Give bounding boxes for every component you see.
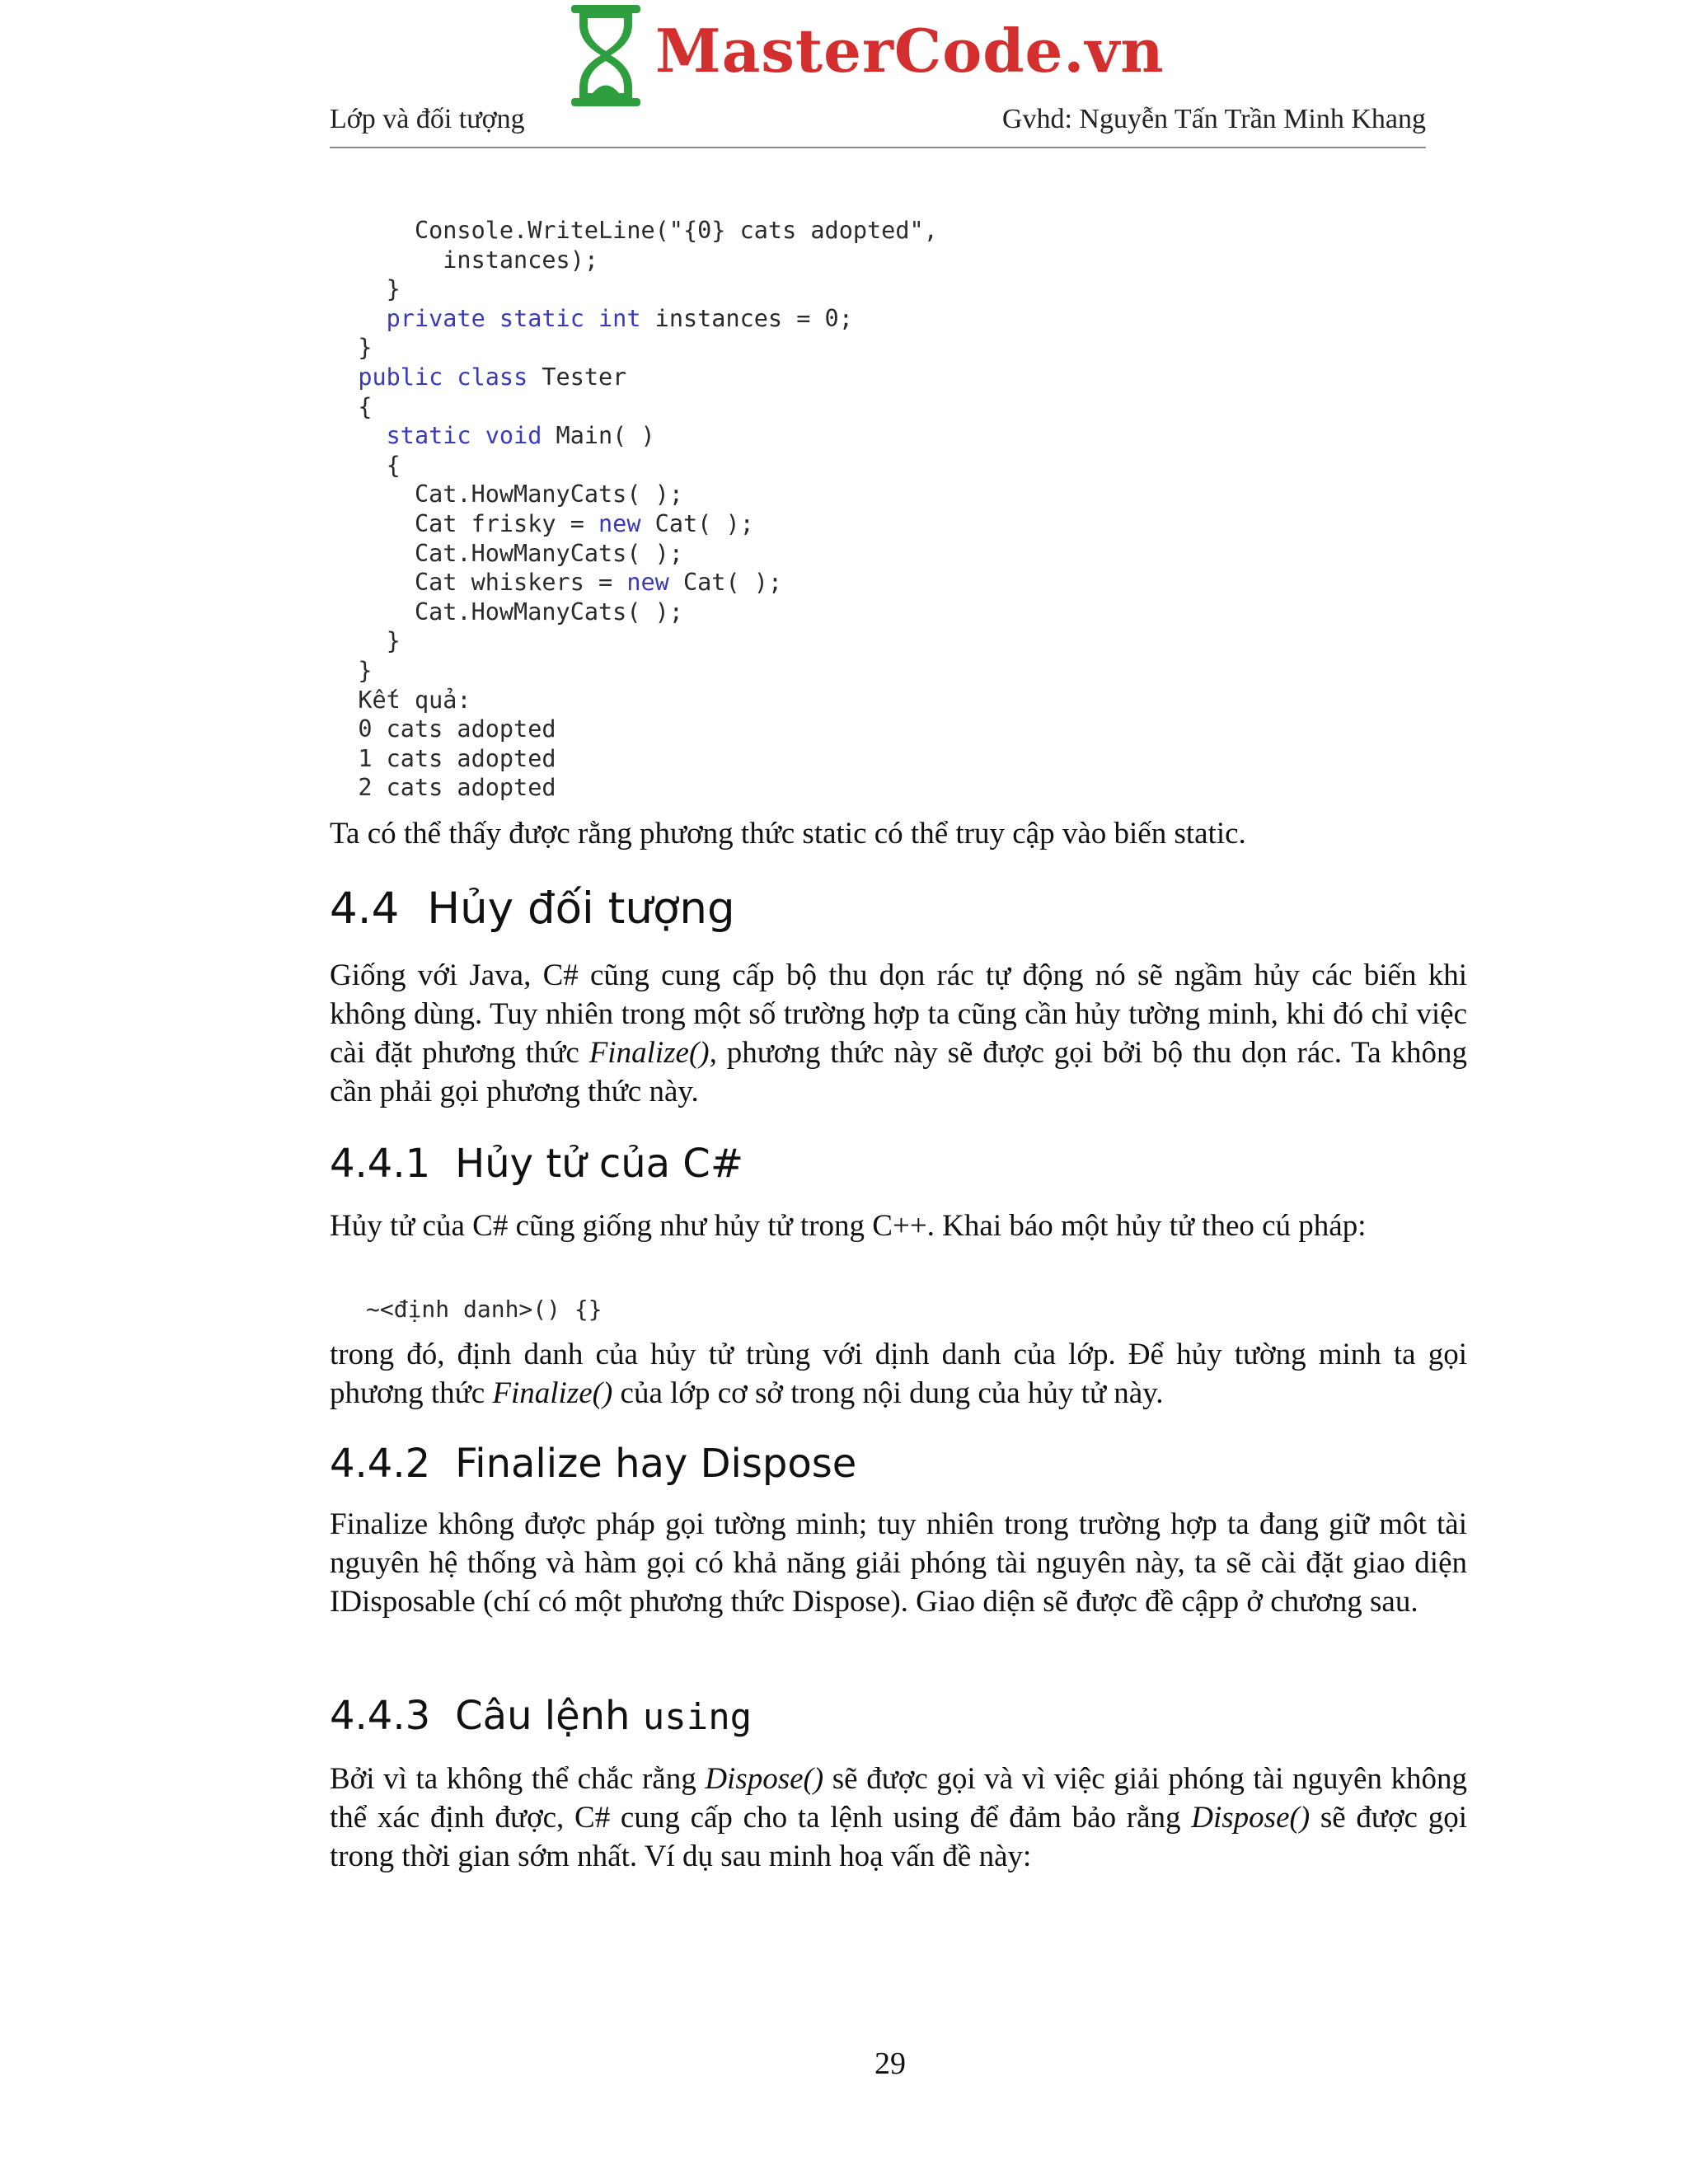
code-line (330, 687, 471, 714)
code-text (330, 363, 358, 391)
code-text (330, 305, 387, 332)
section-title: Câu lệnh (455, 1693, 643, 1739)
code-keyword: static void (386, 422, 542, 450)
header-divider (330, 147, 1426, 148)
code-keyword: new (626, 569, 669, 597)
code-text: { (330, 451, 401, 479)
section-number: 4.4.3 (330, 1693, 431, 1739)
section-heading-4-4-3 (330, 1693, 752, 1739)
code-text: Cat frisky = (330, 509, 599, 537)
code-line (330, 334, 372, 361)
code-text: Cat whiskers = (330, 569, 627, 597)
code-line (330, 246, 598, 274)
code-text: Cat( ); (640, 509, 754, 537)
paragraph-4-4-1b (330, 1335, 1467, 1413)
code-text: { (330, 392, 373, 420)
text-run: sẽ được gọi và vì việc giải phóng tài nguyên không thể xác định được, C# cung cấp cho ta lệnh using để đảm bảo rằng (330, 1762, 1467, 1835)
code-line (330, 715, 556, 743)
paragraph-4-4-3 (330, 1760, 1467, 1876)
code-text: Cat( ); (668, 569, 783, 597)
code-text: instances = 0; (640, 304, 853, 332)
code-line (330, 480, 683, 508)
section-title: Hủy tử của C# (455, 1141, 744, 1187)
section-heading-4-4 (330, 883, 735, 934)
code-line (330, 598, 683, 626)
code-line (330, 657, 372, 684)
section-number: 4.4 (330, 883, 400, 934)
code-line (330, 422, 655, 449)
text-run: Giống với Java, C# cũng cung cấp bộ thu dọn rác tự động nó sẽ ngầm hủy các biến khi không dùng. Tuy nhiên trong một số trường hợp ta cũng cần hủy tường minh, khi đó chỉ việc cài đặt phương thức (330, 958, 1467, 1070)
text-run: Bởi vì ta không thể chắc rằng (330, 1762, 706, 1796)
header-chapter-title: Lớp và đối tượng (330, 104, 525, 134)
code-text: instances); (330, 246, 599, 274)
paragraph-4-4 (330, 956, 1467, 1111)
code-text: 0 cats adopted (330, 715, 556, 743)
section-number: 4.4.1 (330, 1141, 431, 1187)
code-line (330, 305, 853, 332)
section-heading-4-4-1 (330, 1141, 743, 1187)
code-line (330, 363, 626, 391)
code-line (330, 540, 683, 567)
code-listing (330, 216, 938, 803)
text-run: sẽ được gọi trong thời gian sớm nhất. Ví dụ sau minh hoạ vấn đề này: (330, 1801, 1467, 1873)
section-title-code: using (642, 1696, 753, 1738)
code-text: Cat.HowManyCats( ); (330, 598, 683, 626)
text-run: trong đó, định danh của hủy tử trùng với dịnh danh của lớp. Để hủy tường minh ta gọi phương thức (330, 1338, 1467, 1410)
hourglass-icon (565, 0, 647, 111)
section-number: 4.4.2 (330, 1441, 431, 1487)
code-keyword: public class (358, 363, 528, 391)
code-line (330, 217, 938, 244)
section-title: Finalize hay Dispose (455, 1441, 857, 1487)
code-line (330, 510, 754, 537)
code-keyword: new (598, 509, 641, 537)
text-run: phương thức này sẽ được gọi bởi bộ thu dọn rác. Ta không cần phải gọi phương thức này. (330, 1036, 1467, 1108)
emphasis-text: Dispose() (705, 1762, 824, 1796)
code-text: Kết quả: (330, 686, 471, 714)
emphasis-text: Dispose() (1191, 1801, 1311, 1835)
section-heading-4-4-2 (330, 1441, 856, 1487)
code-line (330, 393, 372, 420)
destructor-syntax-code: ~<định danh>() {} (366, 1296, 603, 1323)
paragraph-static-note: Ta có thể thấy được rằng phương thức static có thể truy cập vào biến static. (330, 817, 1246, 851)
paragraph-4-4-1: Hủy tử của C# cũng giống như hủy tử trong C++. Khai báo một hủy tử theo cú pháp: (330, 1209, 1367, 1243)
code-text: } (330, 656, 373, 684)
paragraph-4-4-2: Finalize không được pháp gọi tường minh; tuy nhiên trong trường hợp ta đang giữ môt tài nguyên hệ thống và hàm gọi có khả năng giải phóng tài nguyên này, ta sẽ cài đặt giao diện IDisposable (chí có một phương thức Dispose). Giao diện sẽ được đề cậpp ở chương sau. (330, 1507, 1467, 1619)
code-keyword: private static int (386, 304, 641, 332)
code-text: Console.WriteLine("{0} cats adopted", (330, 217, 938, 244)
logo-text: MasterCode.vn (655, 16, 1165, 86)
code-line (330, 745, 556, 772)
code-text: 1 cats adopted (330, 744, 556, 772)
code-text: Main( ) (542, 422, 655, 450)
code-text: } (330, 627, 401, 655)
code-text: 2 cats adopted (330, 774, 556, 802)
code-text: Cat.HowManyCats( ); (330, 539, 683, 567)
text-run: của lớp cơ sở trong nội dung của hủy tử này. (612, 1376, 1164, 1410)
mastercode-logo (565, 0, 1165, 111)
code-text: Cat.HowManyCats( ); (330, 480, 683, 509)
emphasis-text: Finalize(), (588, 1036, 717, 1070)
code-line (330, 452, 401, 479)
code-line (330, 774, 556, 801)
code-text: } (330, 275, 401, 303)
code-text: } (330, 334, 373, 362)
page-number: 29 (874, 2046, 906, 2081)
code-line (330, 275, 401, 302)
header-instructor: Gvhd: Nguyễn Tấn Trần Minh Khang (1001, 104, 1426, 134)
section-title: Hủy đối tượng (427, 883, 735, 934)
code-line (330, 627, 401, 654)
code-text: Tester (528, 363, 627, 391)
code-line (330, 569, 782, 596)
emphasis-text: Finalize() (492, 1376, 613, 1410)
code-text (330, 422, 387, 449)
